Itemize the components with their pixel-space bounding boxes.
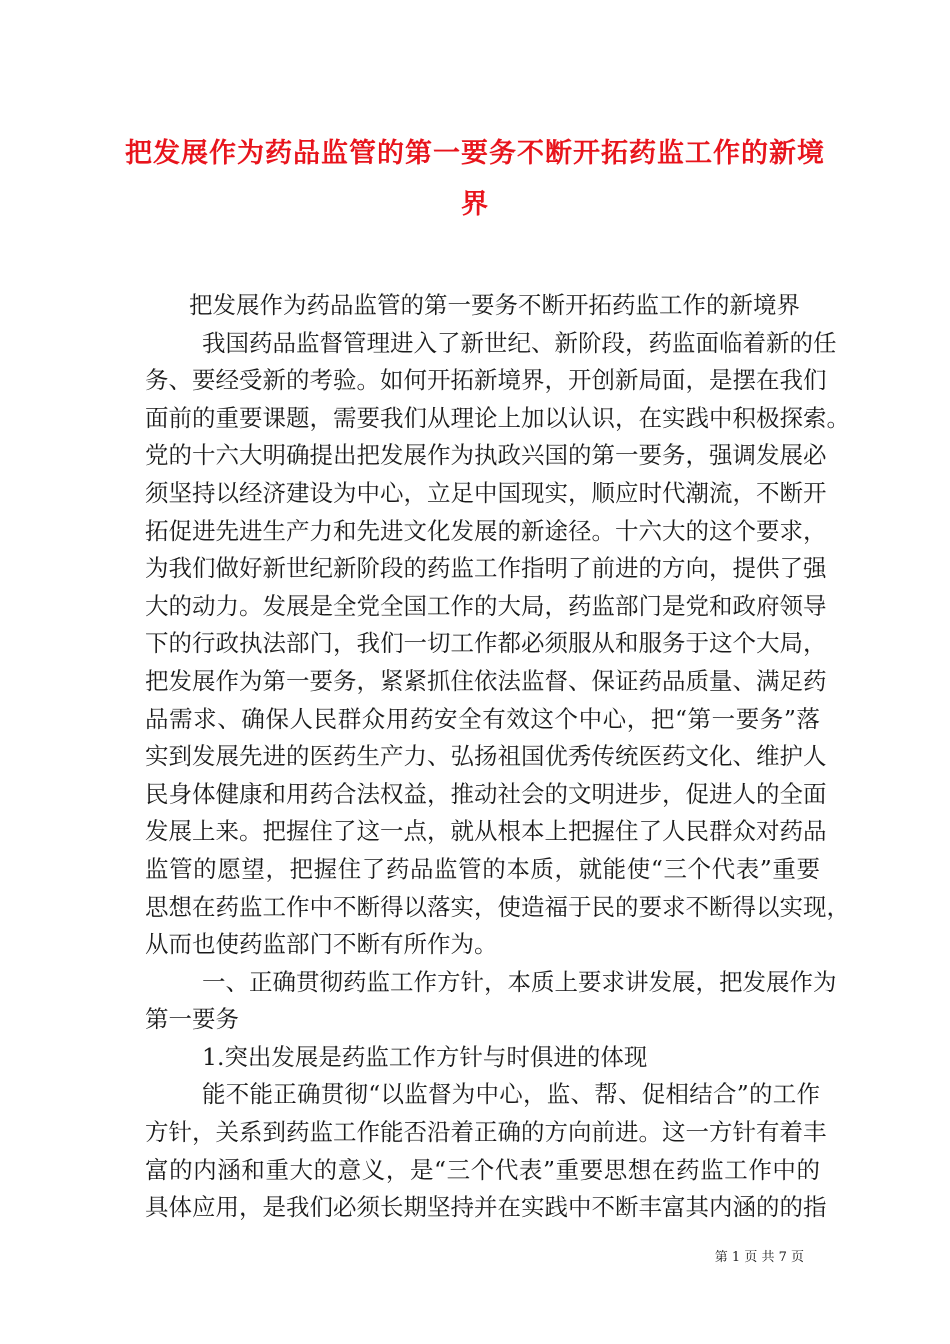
- text-line: 方针，关系到药监工作能否沿着正确的方向前进。这一方针有着丰: [145, 1118, 827, 1147]
- text-line: 实到发展先进的医药生产力、弘扬祖国优秀传统医药文化、维护人: [145, 742, 827, 771]
- text-line: 具体应用，是我们必须长期坚持并在实践中不断丰富其内涵的的指: [145, 1193, 827, 1222]
- text-line: 党的十六大明确提出把发展作为执政兴国的第一要务，强调发展必: [145, 441, 827, 470]
- paragraph: [145, 287, 820, 325]
- text-line: 思想在药监工作中不断得以落实，使造福于民的要求不断得以实现，: [145, 892, 850, 921]
- text-line: 第一要务: [145, 1005, 239, 1034]
- text-line: 我国药品监督管理进入了新世纪、新阶段，药监面临着新的任: [202, 328, 837, 357]
- document-title: [100, 128, 850, 230]
- paragraph: [145, 964, 837, 1039]
- text-line: 大的动力。发展是全党全国工作的大局，药监部门是党和政府领导: [145, 591, 827, 620]
- paragraph: [145, 1039, 820, 1077]
- paragraph: [145, 1076, 827, 1226]
- text-line: 民身体健康和用药合法权益，推动社会的文明进步，促进人的全面: [145, 779, 827, 808]
- text-line: 能不能正确贯彻“以监督为中心，监、帮、促相结合”的工作: [202, 1080, 820, 1109]
- text-line: 把发展作为药品监管的第一要务不断开拓药监工作的新境界: [189, 291, 800, 319]
- document-body: [145, 287, 850, 1227]
- text-line: 监管的愿望，把握住了药品监管的本质，就能使“三个代表”重要: [145, 854, 820, 883]
- text-line: 把发展作为第一要务，紧紧抓住依法监督、保证药品质量、满足药: [145, 666, 827, 695]
- text-line: 富的内涵和重大的意义，是“三个代表”重要思想在药监工作中的: [145, 1155, 820, 1184]
- paragraph: [145, 325, 850, 964]
- text-line: 下的行政执法部门，我们一切工作都必须服从和服务于这个大局，: [145, 629, 827, 658]
- text-line: 品需求、确保人民群众用药安全有效这个中心，把“第一要务”落: [145, 704, 820, 733]
- text-line: 一、正确贯彻药监工作方针，本质上要求讲发展，把发展作为: [202, 967, 837, 996]
- text-line: 须坚持以经济建设为中心，立足中国现实，顺应时代潮流，不断开: [145, 478, 827, 507]
- text-line: 发展上来。把握住了这一点，就从根本上把握住了人民群众对药品: [145, 817, 827, 846]
- title-line-2: 界: [461, 189, 489, 220]
- text-line: 务、要经受新的考验。如何开拓新境界，开创新局面，是摆在我们: [145, 366, 827, 395]
- text-line: 1.突出发展是药监工作方针与时俱进的体现: [202, 1042, 648, 1071]
- title-line-1: 把发展作为药品监管的第一要务不断开拓药监工作的新境: [125, 138, 825, 169]
- text-line: 拓促进先进生产力和先进文化发展的新途径。十六大的这个要求，: [145, 516, 827, 545]
- text-line: 面前的重要课题，需要我们从理论上加以认识，在实践中积极探索。: [145, 403, 850, 432]
- text-line: 从而也使药监部门不断有所作为。: [145, 930, 498, 959]
- page-number: 第 1 页 共 7 页: [714, 1250, 804, 1265]
- text-line: 为我们做好新世纪新阶段的药监工作指明了前进的方向，提供了强: [145, 554, 827, 583]
